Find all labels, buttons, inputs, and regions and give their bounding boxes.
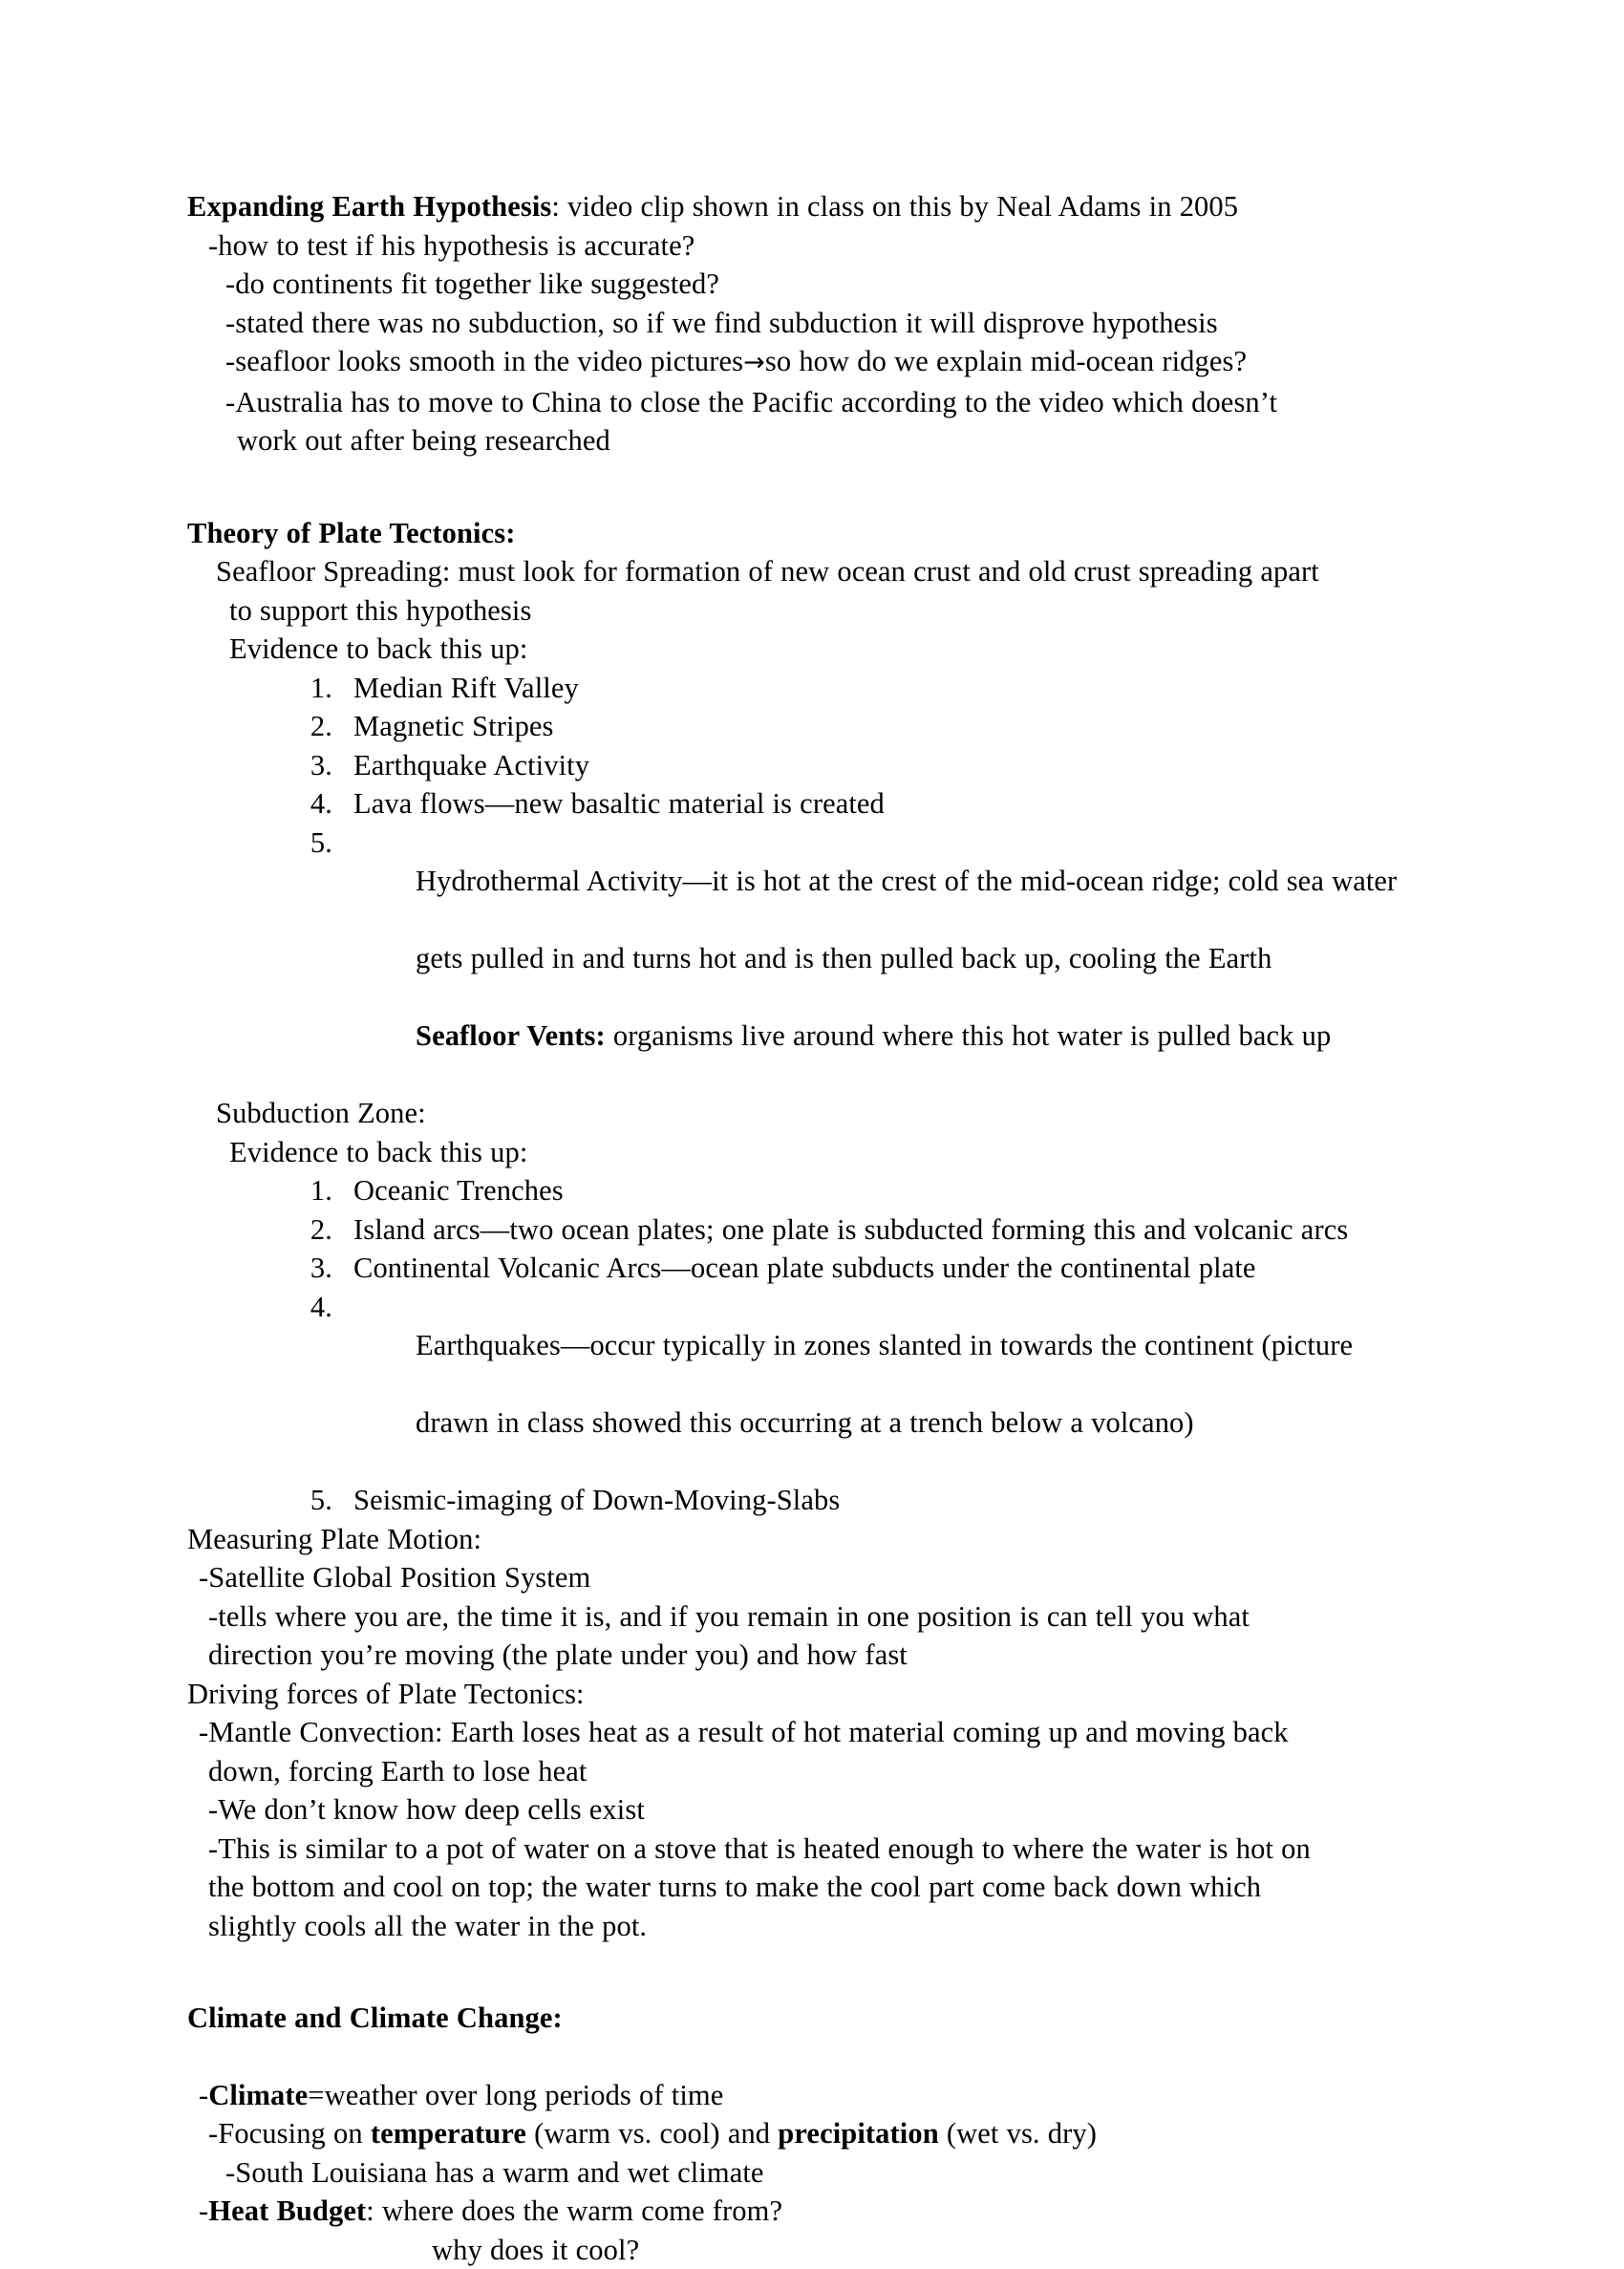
list-number: 1. <box>287 1171 353 1210</box>
seafloor-vents-rest: organisms live around where this hot water is pulled back up <box>606 1019 1332 1052</box>
list-item <box>287 1210 1429 1250</box>
subduction-zone-evidence-label: Evidence to back this up: <box>229 1133 1429 1172</box>
list-text-line1: Hydrothermal Activity—it is hot at the crest of the mid-ocean ridge; cold sea water <box>416 865 1397 897</box>
heat-budget-rest: : where does the warm come from? <box>366 2194 782 2227</box>
right-arrow-icon: → <box>743 348 765 377</box>
heat-budget-dash: - <box>199 2194 208 2227</box>
driving-forces-label: Driving forces of Plate Tectonics: <box>187 1675 1429 1714</box>
list-number: 2. <box>287 1210 353 1250</box>
spacer-2 <box>187 1945 1429 1999</box>
list-number: 5. <box>287 824 353 1095</box>
list-text: Island arcs—two ocean plates; one plate is subducted forming this and volcanic arcs <box>353 1210 1429 1250</box>
bullet-how-to-test: -how to test if his hypothesis is accurate? <box>208 226 1429 266</box>
heading-plate-tectonics: Theory of Plate Tectonics: <box>187 514 1429 553</box>
heat-budget-bold: Heat Budget <box>208 2194 366 2227</box>
focusing-pre: -Focusing on <box>208 2117 371 2150</box>
list-item <box>287 669 1429 708</box>
driving-forces-line-3: -This is similar to a pot of water on a stove that is heated enough to where the water is hot on <box>208 1830 1429 1869</box>
bullet-seafloor-smooth-text2: so how do we explain mid-ocean ridges? <box>765 345 1247 377</box>
bullet-seafloor-smooth <box>225 342 1429 383</box>
list-text <box>353 1288 1429 1482</box>
list-text-line1: Earthquakes—occur typically in zones slanted in towards the continent (picture <box>416 1329 1353 1361</box>
why-does-it-cool-line: why does it cool? <box>432 2231 1429 2269</box>
list-number: 5. <box>287 1481 353 1520</box>
climate-term-rest: =weather over long periods of time <box>308 2079 723 2111</box>
seafloor-spreading-line2: to support this hypothesis <box>229 591 1429 631</box>
list-text: Magnetic Stripes <box>353 707 1429 746</box>
list-number: 4. <box>287 1288 353 1482</box>
bullet-do-continents-fit: -do continents fit together like suggested? <box>225 265 1429 304</box>
list-item <box>287 824 1429 1095</box>
list-text: Median Rift Valley <box>353 669 1429 708</box>
list-text: Oceanic Trenches <box>353 1171 1429 1210</box>
focusing-post: (wet vs. dry) <box>939 2117 1097 2150</box>
seafloor-spreading-evidence-label: Evidence to back this up: <box>229 630 1429 669</box>
list-text: Earthquake Activity <box>353 746 1429 785</box>
list-item <box>287 1481 1429 1520</box>
list-number: 1. <box>287 669 353 708</box>
list-text <box>353 824 1429 1095</box>
bullet-seafloor-smooth-text: -seafloor looks smooth in the video pictures <box>225 345 743 377</box>
document-body <box>187 187 1429 2269</box>
subduction-zone-label: Subduction Zone: <box>216 1094 1429 1133</box>
driving-forces-line-5: slightly cools all the water in the pot. <box>208 1907 1429 1946</box>
climate-term-bold: Climate <box>208 2079 308 2111</box>
list-text-line2: gets pulled in and turns hot and is then pulled back up, cooling the Earth <box>416 942 1271 974</box>
measuring-plate-motion-label: Measuring Plate Motion: <box>187 1520 1429 1559</box>
list-text: Lava flows—new basaltic material is created <box>353 784 1429 824</box>
climate-focusing-line <box>208 2114 1429 2153</box>
list-item <box>287 1288 1429 1482</box>
seafloor-vents-bold: Seafloor Vents: <box>416 1019 606 1052</box>
list-number: 3. <box>287 746 353 785</box>
climate-definition-line <box>199 2076 1429 2115</box>
measuring-plate-motion-line-0: -Satellite Global Position System <box>199 1558 1429 1597</box>
list-item <box>287 1171 1429 1210</box>
list-item <box>287 1249 1429 1288</box>
driving-forces-line-1: down, forcing Earth to lose heat <box>208 1752 1429 1791</box>
measuring-plate-motion-line-2: direction you’re moving (the plate under you) and how fast <box>208 1636 1429 1675</box>
heading-expanding-earth-rest: : video clip shown in class on this by Neal Adams in 2005 <box>551 190 1238 223</box>
bullet-australia-china-cont: work out after being researched <box>237 421 1429 460</box>
seafloor-spreading-line1: Seafloor Spreading: must look for formation of new ocean crust and old crust spreading apart <box>216 552 1429 591</box>
driving-forces-line-0: -Mantle Convection: Earth loses heat as a result of hot material coming up and moving back <box>199 1713 1429 1752</box>
driving-forces-line-2: -We don’t know how deep cells exist <box>208 1790 1429 1830</box>
spacer-3 <box>187 2038 1429 2076</box>
temperature-bold: temperature <box>371 2117 526 2150</box>
heading-climate: Climate and Climate Change: <box>187 1999 1429 2038</box>
measuring-plate-motion-line-1: -tells where you are, the time it is, and if you remain in one position is can tell you what <box>208 1597 1429 1637</box>
list-text-line2: drawn in class showed this occurring at a trench below a volcano) <box>416 1406 1194 1439</box>
climate-dash: - <box>199 2079 208 2111</box>
bullet-no-subduction: -stated there was no subduction, so if we find subduction it will disprove hypothesis <box>225 304 1429 343</box>
list-number: 2. <box>287 707 353 746</box>
list-item <box>287 784 1429 824</box>
heat-budget-line <box>199 2192 1429 2231</box>
list-number: 3. <box>287 1249 353 1288</box>
list-text: Continental Volcanic Arcs—ocean plate subducts under the continental plate <box>353 1249 1429 1288</box>
list-number: 4. <box>287 784 353 824</box>
heading-expanding-earth-bold: Expanding Earth Hypothesis <box>187 190 551 223</box>
precipitation-bold: precipitation <box>778 2117 938 2150</box>
spacer-1 <box>187 460 1429 514</box>
climate-south-louisiana-line: -South Louisiana has a warm and wet climate <box>225 2153 1429 2193</box>
focusing-mid: (warm vs. cool) and <box>526 2117 778 2150</box>
heading-expanding-earth <box>187 187 1429 226</box>
driving-forces-line-4: the bottom and cool on top; the water turns to make the cool part come back down which <box>208 1868 1429 1907</box>
list-item <box>287 746 1429 785</box>
list-text: Seismic-imaging of Down-Moving-Slabs <box>353 1481 1429 1520</box>
bullet-australia-china: -Australia has to move to China to close the Pacific according to the video which doesn’t <box>225 383 1429 422</box>
list-item <box>287 707 1429 746</box>
